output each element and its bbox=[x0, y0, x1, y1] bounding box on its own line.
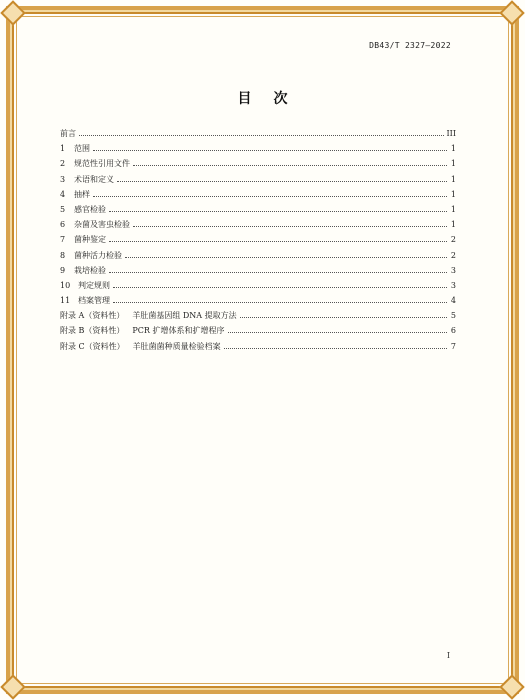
table-of-contents bbox=[60, 128, 456, 356]
toc-section-number: 4 bbox=[60, 189, 66, 199]
toc-entry[interactable] bbox=[60, 174, 456, 189]
toc-dot-leader bbox=[224, 347, 447, 349]
toc-entry-label: 菌种活力检验 bbox=[74, 250, 122, 260]
toc-entry-label: 抽样 bbox=[74, 189, 90, 199]
toc-dot-leader bbox=[109, 210, 447, 212]
toc-entry[interactable] bbox=[60, 189, 456, 204]
toc-section-number: 5 bbox=[60, 204, 66, 214]
toc-page-number: 2 bbox=[450, 235, 456, 245]
toc-entry[interactable] bbox=[60, 310, 456, 325]
toc-page-number: 2 bbox=[450, 250, 456, 260]
toc-entry-label: 范围 bbox=[74, 144, 90, 154]
toc-section-number: 11 bbox=[60, 296, 71, 306]
toc-section-number: 3 bbox=[60, 174, 66, 184]
toc-dot-leader bbox=[125, 256, 447, 258]
toc-entry-label: 羊肚菌菌种质量检验档案 bbox=[132, 341, 221, 351]
toc-page-number: 1 bbox=[450, 189, 456, 199]
toc-page-number: 1 bbox=[450, 220, 456, 230]
toc-page-number: 1 bbox=[450, 144, 456, 154]
toc-entry[interactable] bbox=[60, 325, 456, 340]
toc-section-number: 8 bbox=[60, 250, 66, 260]
toc-appendix-number: 附录 C（资料性） bbox=[60, 341, 125, 351]
toc-dot-leader bbox=[109, 271, 447, 273]
toc-appendix-number: 附录 B（资料性） bbox=[60, 326, 125, 336]
toc-entry-label: 术语和定义 bbox=[74, 174, 114, 184]
toc-dot-leader bbox=[240, 316, 447, 318]
toc-entry[interactable] bbox=[60, 295, 456, 310]
page-number: I bbox=[446, 651, 450, 660]
toc-entry[interactable] bbox=[60, 158, 456, 173]
toc-appendix-number: 附录 A（资料性） bbox=[60, 311, 125, 321]
toc-entry-label: 判定规则 bbox=[78, 280, 110, 290]
toc-page-number: 5 bbox=[450, 311, 456, 321]
toc-page-number: 7 bbox=[450, 341, 456, 351]
toc-entry[interactable] bbox=[60, 265, 456, 280]
toc-section-number: 1 bbox=[60, 144, 66, 154]
toc-section-number: 6 bbox=[60, 220, 66, 230]
toc-page-number: 4 bbox=[450, 296, 456, 306]
toc-dot-leader bbox=[113, 286, 447, 288]
toc-page-number: 3 bbox=[450, 280, 456, 290]
toc-section-number: 2 bbox=[60, 159, 66, 169]
toc-dot-leader bbox=[79, 134, 444, 136]
toc-page-number: 1 bbox=[450, 159, 456, 169]
toc-entry[interactable] bbox=[60, 128, 456, 143]
toc-entry-label: 感官检验 bbox=[74, 204, 106, 214]
toc-section-number: 7 bbox=[60, 235, 66, 245]
toc-section-number: 10 bbox=[60, 280, 71, 290]
toc-entry[interactable] bbox=[60, 219, 456, 234]
toc-entry-label: PCR 扩增体系和扩增程序 bbox=[132, 326, 225, 336]
toc-entry[interactable] bbox=[60, 204, 456, 219]
toc-dot-leader bbox=[93, 195, 447, 197]
toc-page-number: 3 bbox=[450, 265, 456, 275]
toc-page-number: 1 bbox=[450, 174, 456, 184]
document-code: DB43/T 2327—2022 bbox=[369, 41, 451, 50]
toc-page-number: 1 bbox=[450, 204, 456, 214]
toc-entry-label: 杂菌及害虫检验 bbox=[74, 220, 130, 230]
toc-dot-leader bbox=[117, 180, 447, 182]
toc-entry[interactable] bbox=[60, 280, 456, 295]
toc-page-number: III bbox=[446, 129, 456, 138]
toc-entry-label: 栽培检验 bbox=[74, 265, 106, 275]
toc-entry-label: 规范性引用文件 bbox=[74, 159, 130, 169]
toc-dot-leader bbox=[228, 331, 448, 333]
toc-page-number: 6 bbox=[450, 326, 456, 336]
toc-entry[interactable] bbox=[60, 341, 456, 356]
toc-dot-leader bbox=[133, 164, 447, 166]
toc-entry-label: 前言 bbox=[60, 129, 76, 138]
toc-dot-leader bbox=[93, 149, 447, 151]
toc-dot-leader bbox=[109, 240, 447, 242]
toc-dot-leader bbox=[133, 225, 447, 227]
toc-entry[interactable] bbox=[60, 143, 456, 158]
toc-entry[interactable] bbox=[60, 234, 456, 249]
toc-section-number: 9 bbox=[60, 265, 66, 275]
toc-entry-label: 羊肚菌基因组 DNA 提取方法 bbox=[132, 311, 237, 321]
toc-dot-leader bbox=[113, 301, 447, 303]
toc-entry-label: 菌种鉴定 bbox=[74, 235, 106, 245]
toc-entry[interactable] bbox=[60, 250, 456, 265]
toc-entry-label: 档案管理 bbox=[78, 296, 110, 306]
page-title: 目次 bbox=[237, 91, 310, 107]
